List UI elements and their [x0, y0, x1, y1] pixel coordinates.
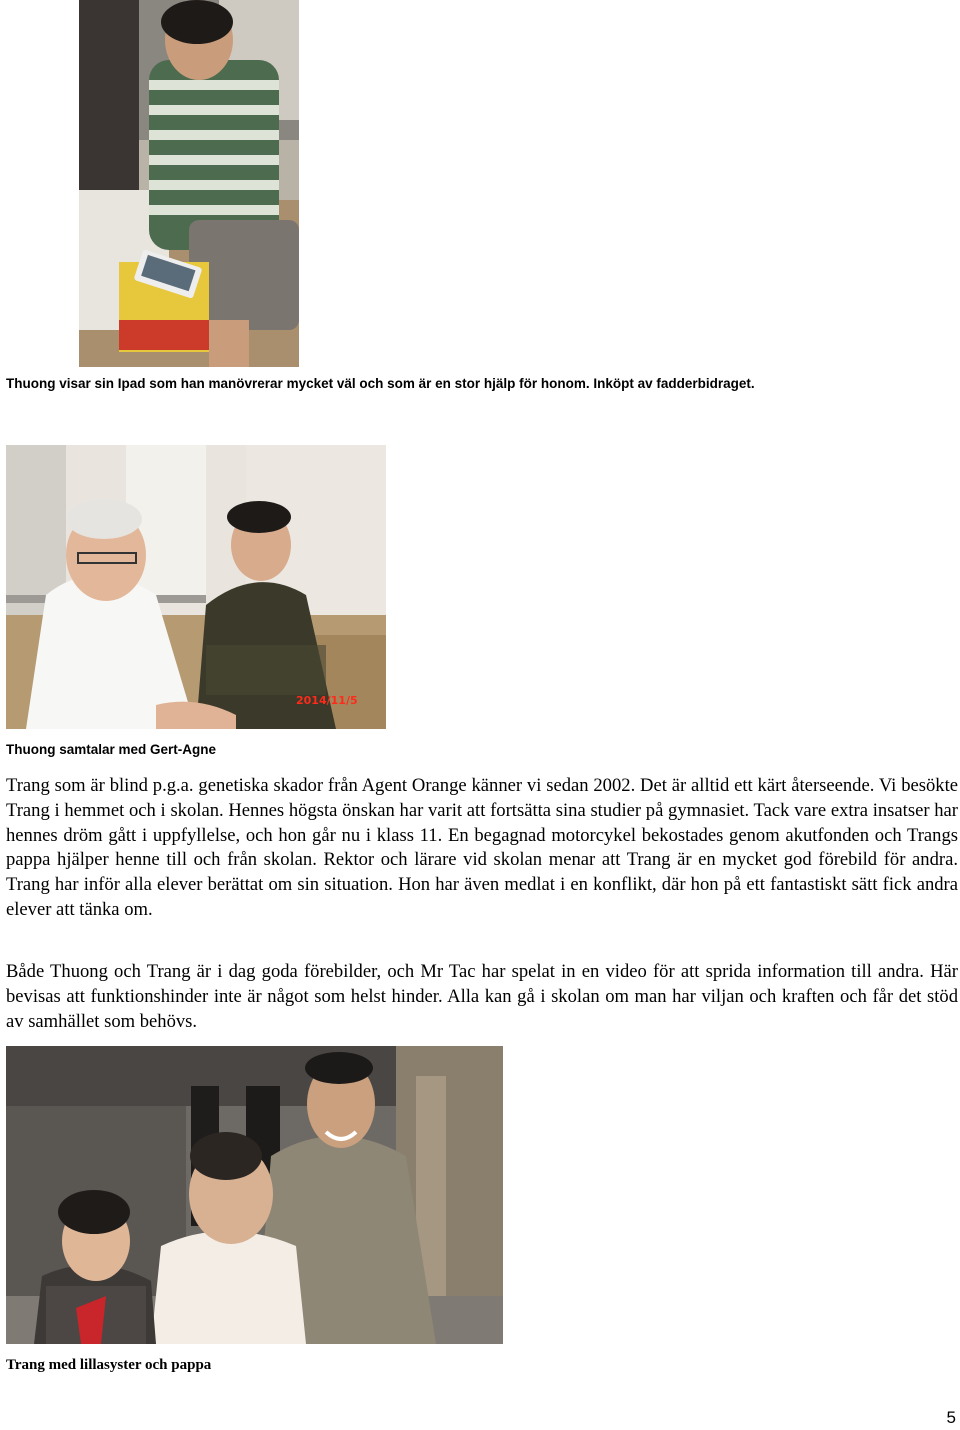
- paragraph-trang: Trang som är blind p.g.a. genetiska skador från Agent Orange känner vi sedan 2002. Det är alltid ett kärt återseende. Vi besökte Trang i hemmet och i skolan. Hennes högsta önskan har varit att fortsätta sina studier på gymnasiet. Tack vare extra insatser har hennes dröm gått i uppfyllelse, och hon går nu i klass 11. En begagnad motorcykel bekostades genom akutfonden och Trangs pappa hjälper henne till och från skolan. Rektor och lärare vid skolan menar att Trang är en mycket god förebild för andra. Trang har inför alla elever berättat om sin situation. Hon har även medlat i en konflikt, där hon på ett fantastiskt sätt fick andra elever att tänka om.: [6, 775, 958, 920]
- photo-thuong-gert-agne: [6, 445, 386, 729]
- caption-thuong-ipad: Thuong visar sin Ipad som han manövrerar mycket väl och som är en stor hjälp för honom. Inköpt av fadderbidraget.: [6, 376, 755, 391]
- caption-trang-family: Trang med lillasyster och pappa: [6, 1357, 212, 1373]
- paragraph-forebilder: Både Thuong och Trang är i dag goda förebilder, och Mr Tac har spelat in en video för att sprida information till andra. Här bevisas att funktionshinder inte är något som helst hinder. Alla kan gå i skolan om man har viljan och kraften och får det stöd av samhället som behövs.: [6, 961, 958, 1032]
- photo-trang-family: [6, 1046, 503, 1344]
- photo-date-stamp: 2014/11/5: [296, 694, 358, 707]
- photo-thuong-ipad: [79, 0, 299, 367]
- caption-thuong-gert-agne: Thuong samtalar med Gert-Agne: [6, 742, 217, 757]
- page-number: 5: [946, 1408, 956, 1427]
